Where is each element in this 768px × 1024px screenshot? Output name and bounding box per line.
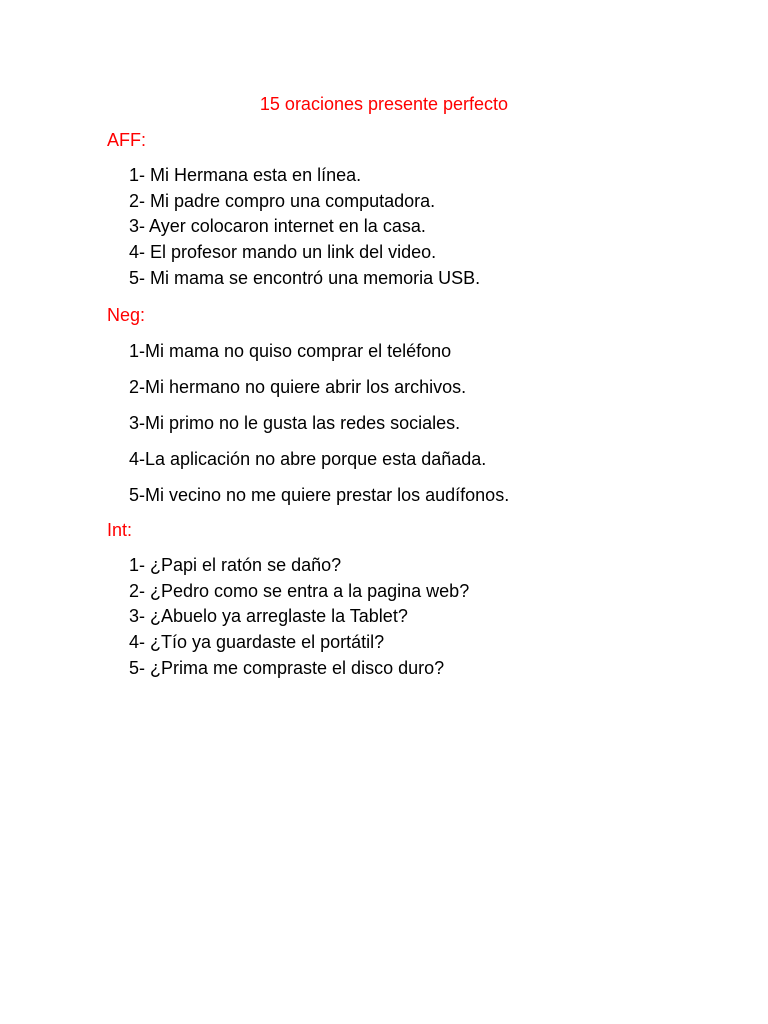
list-item: 3-Mi primo no le gusta las redes sociales.	[129, 413, 461, 433]
section-heading-aff: AFF:	[107, 130, 146, 150]
list-item: 1- ¿Papi el ratón se daño?	[129, 555, 342, 575]
section-heading-int: Int:	[107, 520, 133, 540]
sentence-list-neg	[129, 333, 509, 513]
page-title: 15 oraciones presente perfecto	[259, 94, 509, 114]
list-item: 2- ¿Pedro como se entra a la pagina web?	[129, 580, 470, 601]
sentence-list-aff	[129, 163, 480, 291]
list-item: 5-Mi vecino no me quiere prestar los audífonos.	[129, 485, 510, 505]
sentence-list-int	[129, 553, 469, 681]
list-item: 3- ¿Abuelo ya arreglaste la Tablet?	[129, 606, 408, 627]
list-item: 4-La aplicación no abre porque esta dañada.	[129, 449, 487, 469]
list-item: 4- El profesor mando un link del video.	[129, 242, 437, 263]
list-item: 2- Mi padre compro una computadora.	[129, 190, 436, 211]
list-item: 1-Mi mama no quiso comprar el teléfono	[129, 341, 452, 361]
list-item: 5- Mi mama se encontró una memoria USB.	[129, 267, 481, 288]
list-item: 2-Mi hermano no quiere abrir los archivos.	[129, 377, 467, 397]
list-item: 5- ¿Prima me compraste el disco duro?	[129, 657, 445, 678]
section-heading-neg: Neg:	[107, 305, 146, 325]
list-item: 3- Ayer colocaron internet en la casa.	[129, 216, 426, 237]
list-item: 4- ¿Tío ya guardaste el portátil?	[129, 632, 385, 653]
list-item: 1- Mi Hermana esta en línea.	[129, 165, 362, 185]
